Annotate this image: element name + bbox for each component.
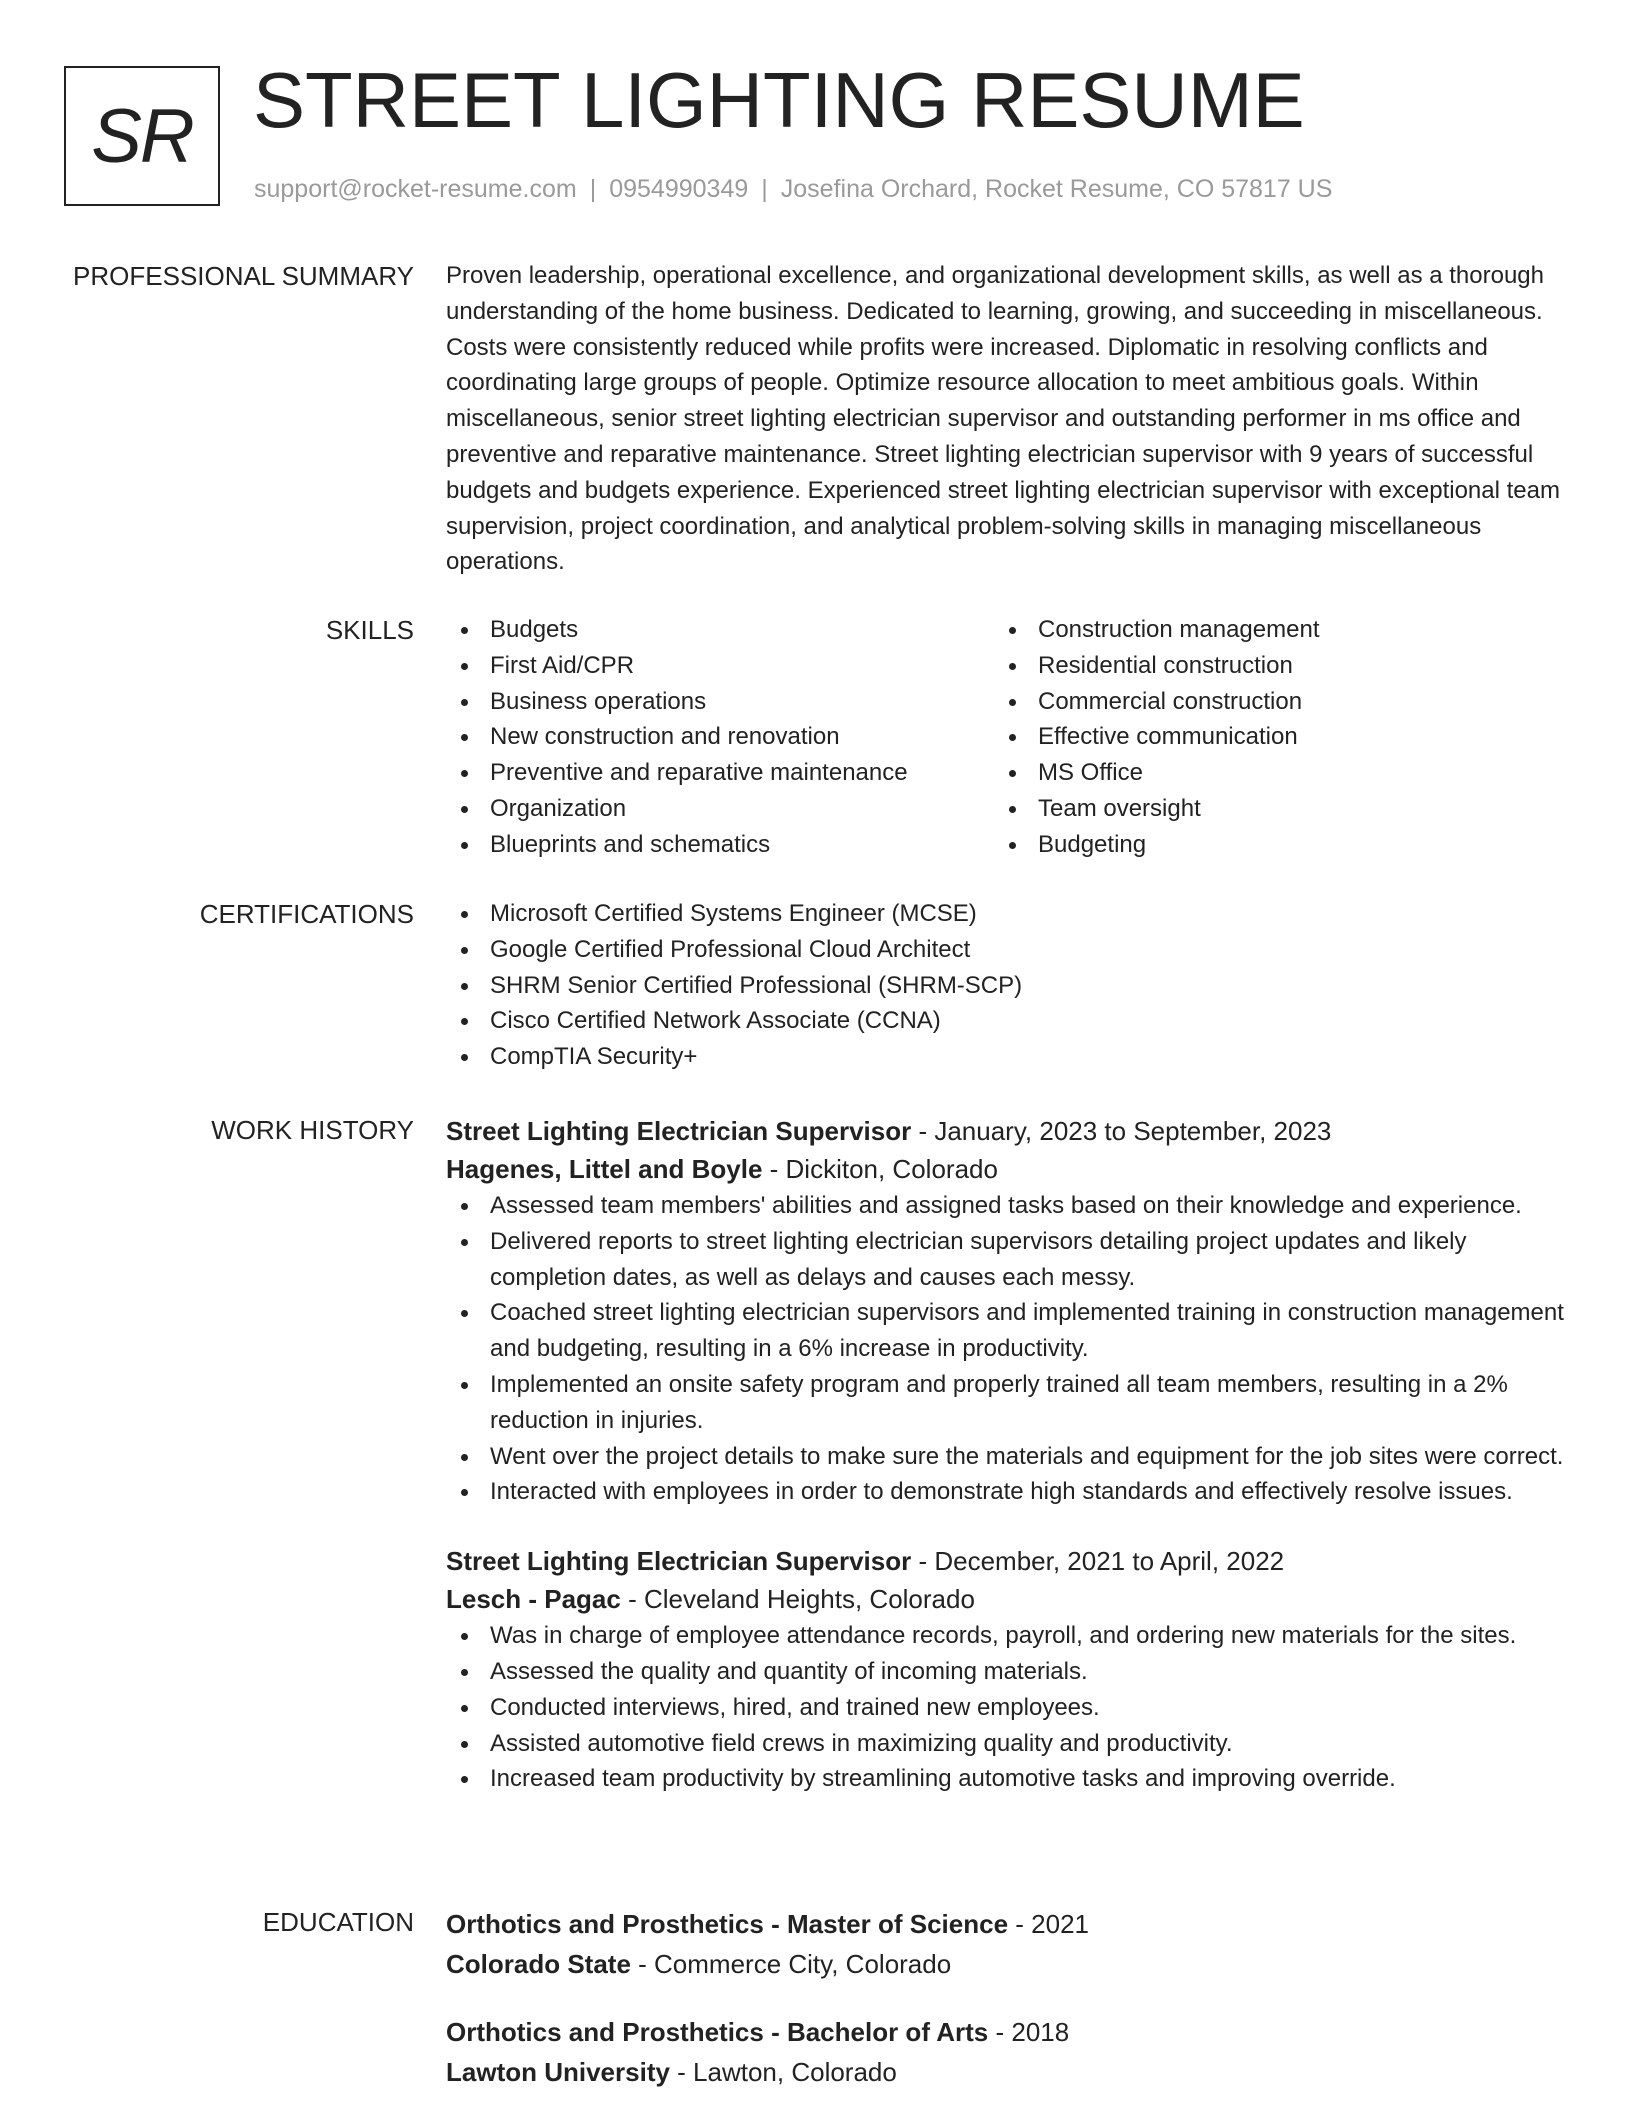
education-entry — [446, 2012, 1566, 2092]
job-bullet: Assisted automotive field crews in maximizing quality and productivity. — [446, 1726, 1566, 1762]
education-school: Colorado State — [446, 1949, 631, 1979]
job-company-line — [446, 1150, 1566, 1188]
education-degree: Orthotics and Prosthetics - Bachelor of Arts — [446, 2017, 989, 2047]
certification-item: Cisco Certified Network Associate (CCNA) — [446, 1003, 1566, 1039]
job-bullet: Delivered reports to street lighting electrician supervisors detailing project updates and likely completion dates, as well as delays and causes each messy. — [446, 1224, 1566, 1296]
skill-item: First Aid/CPR — [446, 648, 994, 684]
skill-item: Effective communication — [994, 719, 1542, 755]
section-label-skills: SKILLS — [325, 615, 414, 645]
section-label-education: EDUCATION — [262, 1907, 414, 1937]
skill-item: MS Office — [994, 755, 1542, 791]
address: Josefina Orchard, Rocket Resume, CO 57817 US — [780, 175, 1333, 203]
education-school-line — [446, 2052, 1566, 2092]
job-bullet: Was in charge of employee attendance records, payroll, and ordering new materials for the sites. — [446, 1618, 1566, 1654]
job-bullet: Coached street lighting electrician supervisors and implemented training in construction management and budgeting, resulting in a 6% increase in productivity. — [446, 1295, 1566, 1367]
education-degree-line — [446, 2012, 1566, 2052]
job-bullet: Interacted with employees in order to demonstrate high standards and effectively resolve issues. — [446, 1474, 1566, 1510]
job-bullets — [446, 1618, 1566, 1797]
summary-text: Proven leadership, operational excellence, and organizational development skills, as well as a thorough understanding of the home business. Dedicated to learning, growing, and succeeding in miscellaneous. Costs were consistently reduced while profits were increased. Diplomatic in resolving conflicts and coordinating large groups of people. Optimize resource allocation to meet ambitious goals. Within miscellaneous, senior street lighting electrician supervisor and outstanding performer in ms office and preventive and reparative maintenance. Street lighting electrician supervisor with 9 years of successful budgets and budgets experience. Experienced street lighting electrician supervisor with exceptional team supervision, project coordination, and analytical problem-solving skills in managing miscellaneous operations. — [446, 262, 1560, 576]
education-location: - Lawton, Colorado — [669, 2057, 897, 2087]
job-bullets — [446, 1188, 1566, 1510]
certification-item: CompTIA Security+ — [446, 1039, 1566, 1075]
skill-item: Business operations — [446, 684, 994, 720]
skill-item: New construction and renovation — [446, 719, 994, 755]
skill-item: Construction management — [994, 612, 1542, 648]
skill-item: Preventive and reparative maintenance — [446, 755, 994, 791]
job-title: Street Lighting Electrician Supervisor — [446, 1116, 912, 1146]
skill-item: Organization — [446, 791, 994, 827]
job-title-line — [446, 1542, 1566, 1580]
contact-line — [254, 175, 1332, 204]
job-location: - Dickiton, Colorado — [762, 1154, 998, 1184]
separator: | — [589, 175, 597, 203]
job-entry — [446, 1112, 1566, 1510]
job-bullet: Assessed the quality and quantity of incoming materials. — [446, 1654, 1566, 1690]
job-bullet: Went over the project details to make sure the materials and equipment for the job sites were correct. — [446, 1439, 1566, 1475]
education-school-line — [446, 1944, 1566, 1984]
education-location: - Commerce City, Colorado — [630, 1949, 952, 1979]
section-label-summary: PROFESSIONAL SUMMARY — [73, 261, 414, 291]
skill-item: Commercial construction — [994, 684, 1542, 720]
job-company: Lesch - Pagac — [446, 1584, 621, 1615]
skill-item: Residential construction — [994, 648, 1542, 684]
skills-list-left — [446, 612, 994, 863]
job-bullet: Implemented an onsite safety program and properly trained all team members, resulting in a 2% reduction in injuries. — [446, 1367, 1566, 1439]
section-label-work-history: WORK HISTORY — [211, 1115, 414, 1145]
job-company-line — [446, 1580, 1566, 1618]
skill-item: Budgeting — [994, 827, 1542, 863]
certification-item: SHRM Senior Certified Professional (SHRM-SCP) — [446, 968, 1566, 1004]
certifications-list — [446, 896, 1566, 1075]
phone-number: 0954990349 — [609, 175, 749, 203]
education-school: Lawton University — [446, 2057, 670, 2087]
skill-item: Budgets — [446, 612, 994, 648]
job-entry — [446, 1542, 1566, 1797]
skills-list-right — [994, 612, 1542, 863]
separator: | — [761, 175, 768, 203]
education-degree: Orthotics and Prosthetics - Master of Science — [446, 1909, 1009, 1939]
initials-monogram: SR — [64, 66, 220, 206]
job-bullet: Conducted interviews, hired, and trained new employees. — [446, 1690, 1566, 1726]
certification-item: Microsoft Certified Systems Engineer (MCSE) — [446, 896, 1566, 932]
page-title: STREET LIGHTING RESUME — [253, 56, 1305, 144]
skill-item: Blueprints and schematics — [446, 827, 994, 863]
email-link[interactable]: support@rocket-resume.com — [254, 175, 577, 203]
section-label-certifications: CERTIFICATIONS — [199, 899, 414, 929]
job-dates: - January, 2023 to September, 2023 — [911, 1116, 1332, 1146]
job-bullet: Increased team productivity by streamlining automotive tasks and improving override. — [446, 1761, 1566, 1797]
certification-item: Google Certified Professional Cloud Architect — [446, 932, 1566, 968]
job-title-line — [446, 1112, 1566, 1150]
education-degree-line — [446, 1904, 1566, 1944]
job-dates: - December, 2021 to April, 2022 — [911, 1546, 1285, 1577]
education-entry — [446, 1904, 1566, 1984]
job-bullet: Assessed team members' abilities and assigned tasks based on their knowledge and experience. — [446, 1188, 1566, 1224]
education-year: - 2018 — [988, 2017, 1070, 2047]
job-location: - Cleveland Heights, Colorado — [620, 1584, 975, 1615]
job-company: Hagenes, Littel and Boyle — [446, 1154, 763, 1184]
education-year: - 2021 — [1008, 1909, 1089, 1939]
skill-item: Team oversight — [994, 791, 1542, 827]
job-title: Street Lighting Electrician Supervisor — [446, 1546, 912, 1577]
